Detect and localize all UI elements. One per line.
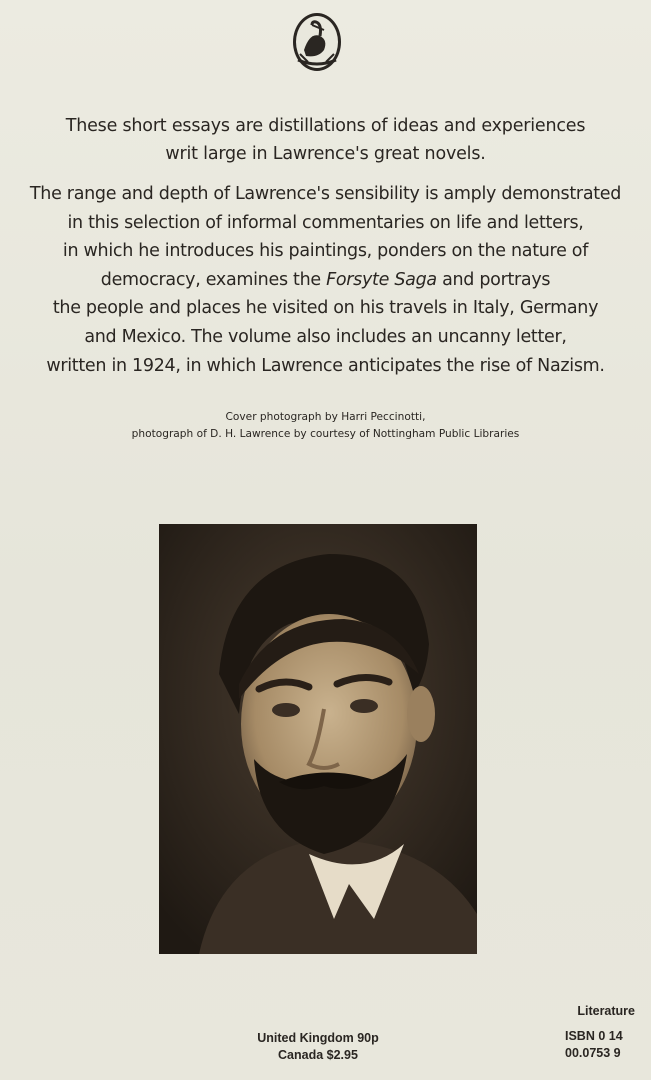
blurb-lead-line: These short essays are distillations of ideas and experiences [65, 116, 586, 136]
credit-line: Cover photograph by Harri Peccinotti, [225, 411, 426, 423]
blurb-text: and portrays [436, 269, 551, 290]
blurb-body-line: in this selection of informal commentaries on life and letters, [67, 212, 584, 233]
blurb-body-line: The range and depth of Lawrence's sensibility is amply demonstrated [29, 184, 622, 204]
pelican-logo-icon [290, 10, 344, 74]
category-label: Literature [577, 1004, 635, 1018]
blurb-body-line [12, 266, 639, 295]
photo-credits [60, 409, 591, 443]
blurb-lead-line: writ large in Lawrence's great novels. [165, 144, 486, 164]
blurb-body [12, 180, 639, 380]
blurb-body-line: the people and places he visited on his travels in Italy, Germany [52, 298, 599, 319]
credit-line: photograph of D. H. Lawrence by courtesy of Nottingham Public Libraries [131, 428, 520, 440]
portrait-photo [159, 524, 477, 954]
isbn-block [565, 1028, 623, 1062]
price-canada: Canada $2.95 [278, 1048, 358, 1062]
isbn-line: 00.0753 9 [565, 1046, 621, 1060]
blurb-body-line: in which he introduces his paintings, ponders on the nature of [62, 241, 589, 262]
blurb-body-line: and Mexico. The volume also includes an uncanny letter, [84, 326, 567, 347]
blurb-lead [30, 112, 621, 168]
blurb-text: democracy, examines the [100, 269, 327, 290]
price-uk: United Kingdom 90p [257, 1031, 379, 1045]
blurb-body-line: written in 1924, in which Lawrence anticipates the rise of Nazism. [46, 355, 605, 376]
price-block [218, 1030, 418, 1064]
isbn-line: ISBN 0 14 [565, 1029, 623, 1043]
book-title-italic: Forsyte Saga [326, 269, 437, 290]
